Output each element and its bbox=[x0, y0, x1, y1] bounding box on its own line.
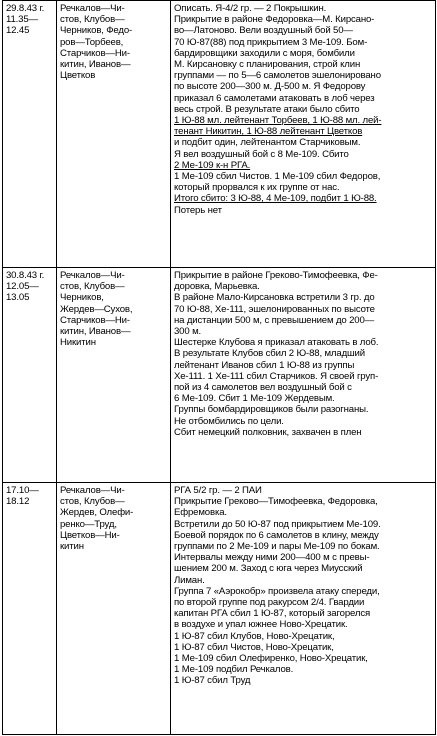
crew-cell: Речкалов—Чи- стов, Клубов— Жердев, Олефи- ренко—Труд, Цветков—Ни- китин bbox=[57, 483, 171, 735]
description-cell: Прикрытие в районе Греково-Тимофеевка, Фе- доровка, Марьевка. В районе Мало-Кирсановка встретили 3 гр. до 70 Ю-88, Хе-111, эшелонированных по высоте на дистанции 500 м, с превышением до 200— 300 м. Шестерке Клубова я приказал атаковать в лоб. В результате Клубов сбил 2 Ю-88, младший лейтенант Иванов сбил 1 Ю-88 из группы Хе-111. 1 Хе-111 сбил Старчиков. Я своей груп- пой из 4 самолетов вел воздушный бой с 6 Ме-109. Сбит 1 Ме-109 Жердевым. Группы бомбардировщиков были разогнаны. Не отбомбились по цели. Сбит немецкий полковник, захвачен в плен bbox=[171, 268, 436, 483]
date-cell: 17.10— 18.12 bbox=[3, 483, 57, 735]
crew-cell: Речкалов—Чи- стов, Клубов— Черников, Жердев—Сухов, Старчиков—Ни- китин, Иванов— Никитин bbox=[57, 268, 171, 483]
combat-log-table bbox=[2, 0, 436, 735]
description-cell: РГА 5/2 гр. — 2 ПАИ Прикрытие Греково—Тимофеевка, Федоровка, Ефремовка. Встретили до 50 Ю-87 под прикрытием Ме-109. Боевой порядок по 6 самолетов в клину, между группами по 2 Ме-109 и пары Ме-109 по бокам. Интервалы между ними 200—400 м с превы- шением 200 м. Заход с юга через Миусский Лиман. Группа 7 «Аэрокобр» произвела атаку спереди, по второй группе под ракурсом 2/4. Гвардии капитан РГА сбил 1 Ю-87, который загорелся в воздухе и упал южнее Ново-Хрецатик. 1 Ю-87 сбил Клубов, Ново-Хрецатик, 1 Ю-87 сбил Чистов, Ново-Хрецатик, 1 Ме-109 сбил Олефиренко, Ново-Хрецатик, 1 Ме-109 подбил Речкалов. 1 Ю-87 сбил Труд bbox=[171, 483, 436, 735]
date-cell: 30.8.43 г. 12.05— 13.05 bbox=[3, 268, 57, 483]
table-row bbox=[3, 1, 436, 268]
table-row bbox=[3, 483, 436, 735]
table-row bbox=[3, 268, 436, 483]
total-line: Итого сбито: 3 Ю-88, 4 Ме-109, подбит 1 Ю-88. bbox=[174, 193, 377, 205]
description-cell: Описать. Я-4/2 гр. — 2 Покрышкин. Прикрытие в районе Федоровка—М. Кирсано- во—Латоново. Вели воздушный бой 50— 70 Ю-87(88) под прикрытием 3 Ме-109. Бом- бардировщики заходили с моря, бомбили М. Кирсановку с планирования, строй клин группами — по 5—6 самолетов эшелонировано по высоте 200—300 м. Д-500 м. Я Федорову приказал 6 самолетами атаковать в лоб через весь строй. В результате атаки было сбито 1 Ю-88 мл. лейтенант Торбеев, 1 Ю-88 мл. лей- тенант Никитин, 1 Ю-88 лейтенант Цветков и подбит один, лейтенантом Старчиковым. Я вел воздушный бой с 8 Ме-109. Сбито 2 Ме-109 к-н РГА. 1 Ме-109 сбил Чистов. 1 Ме-109 сбил Федоров, который прорвался к их группе от нас. Итого сбито: 3 Ю-88, 4 Ме-109, подбит 1 Ю-88. Потерь нет bbox=[171, 1, 436, 268]
crew-cell: Речкалов—Чи- стов, Клубов— Черников, Федо- ров—Торбеев, Старчиков—Ни- китин, Иванов— Цветков bbox=[57, 1, 171, 268]
date-cell: 29.8.43 г. 11.35— 12.45 bbox=[3, 1, 57, 268]
